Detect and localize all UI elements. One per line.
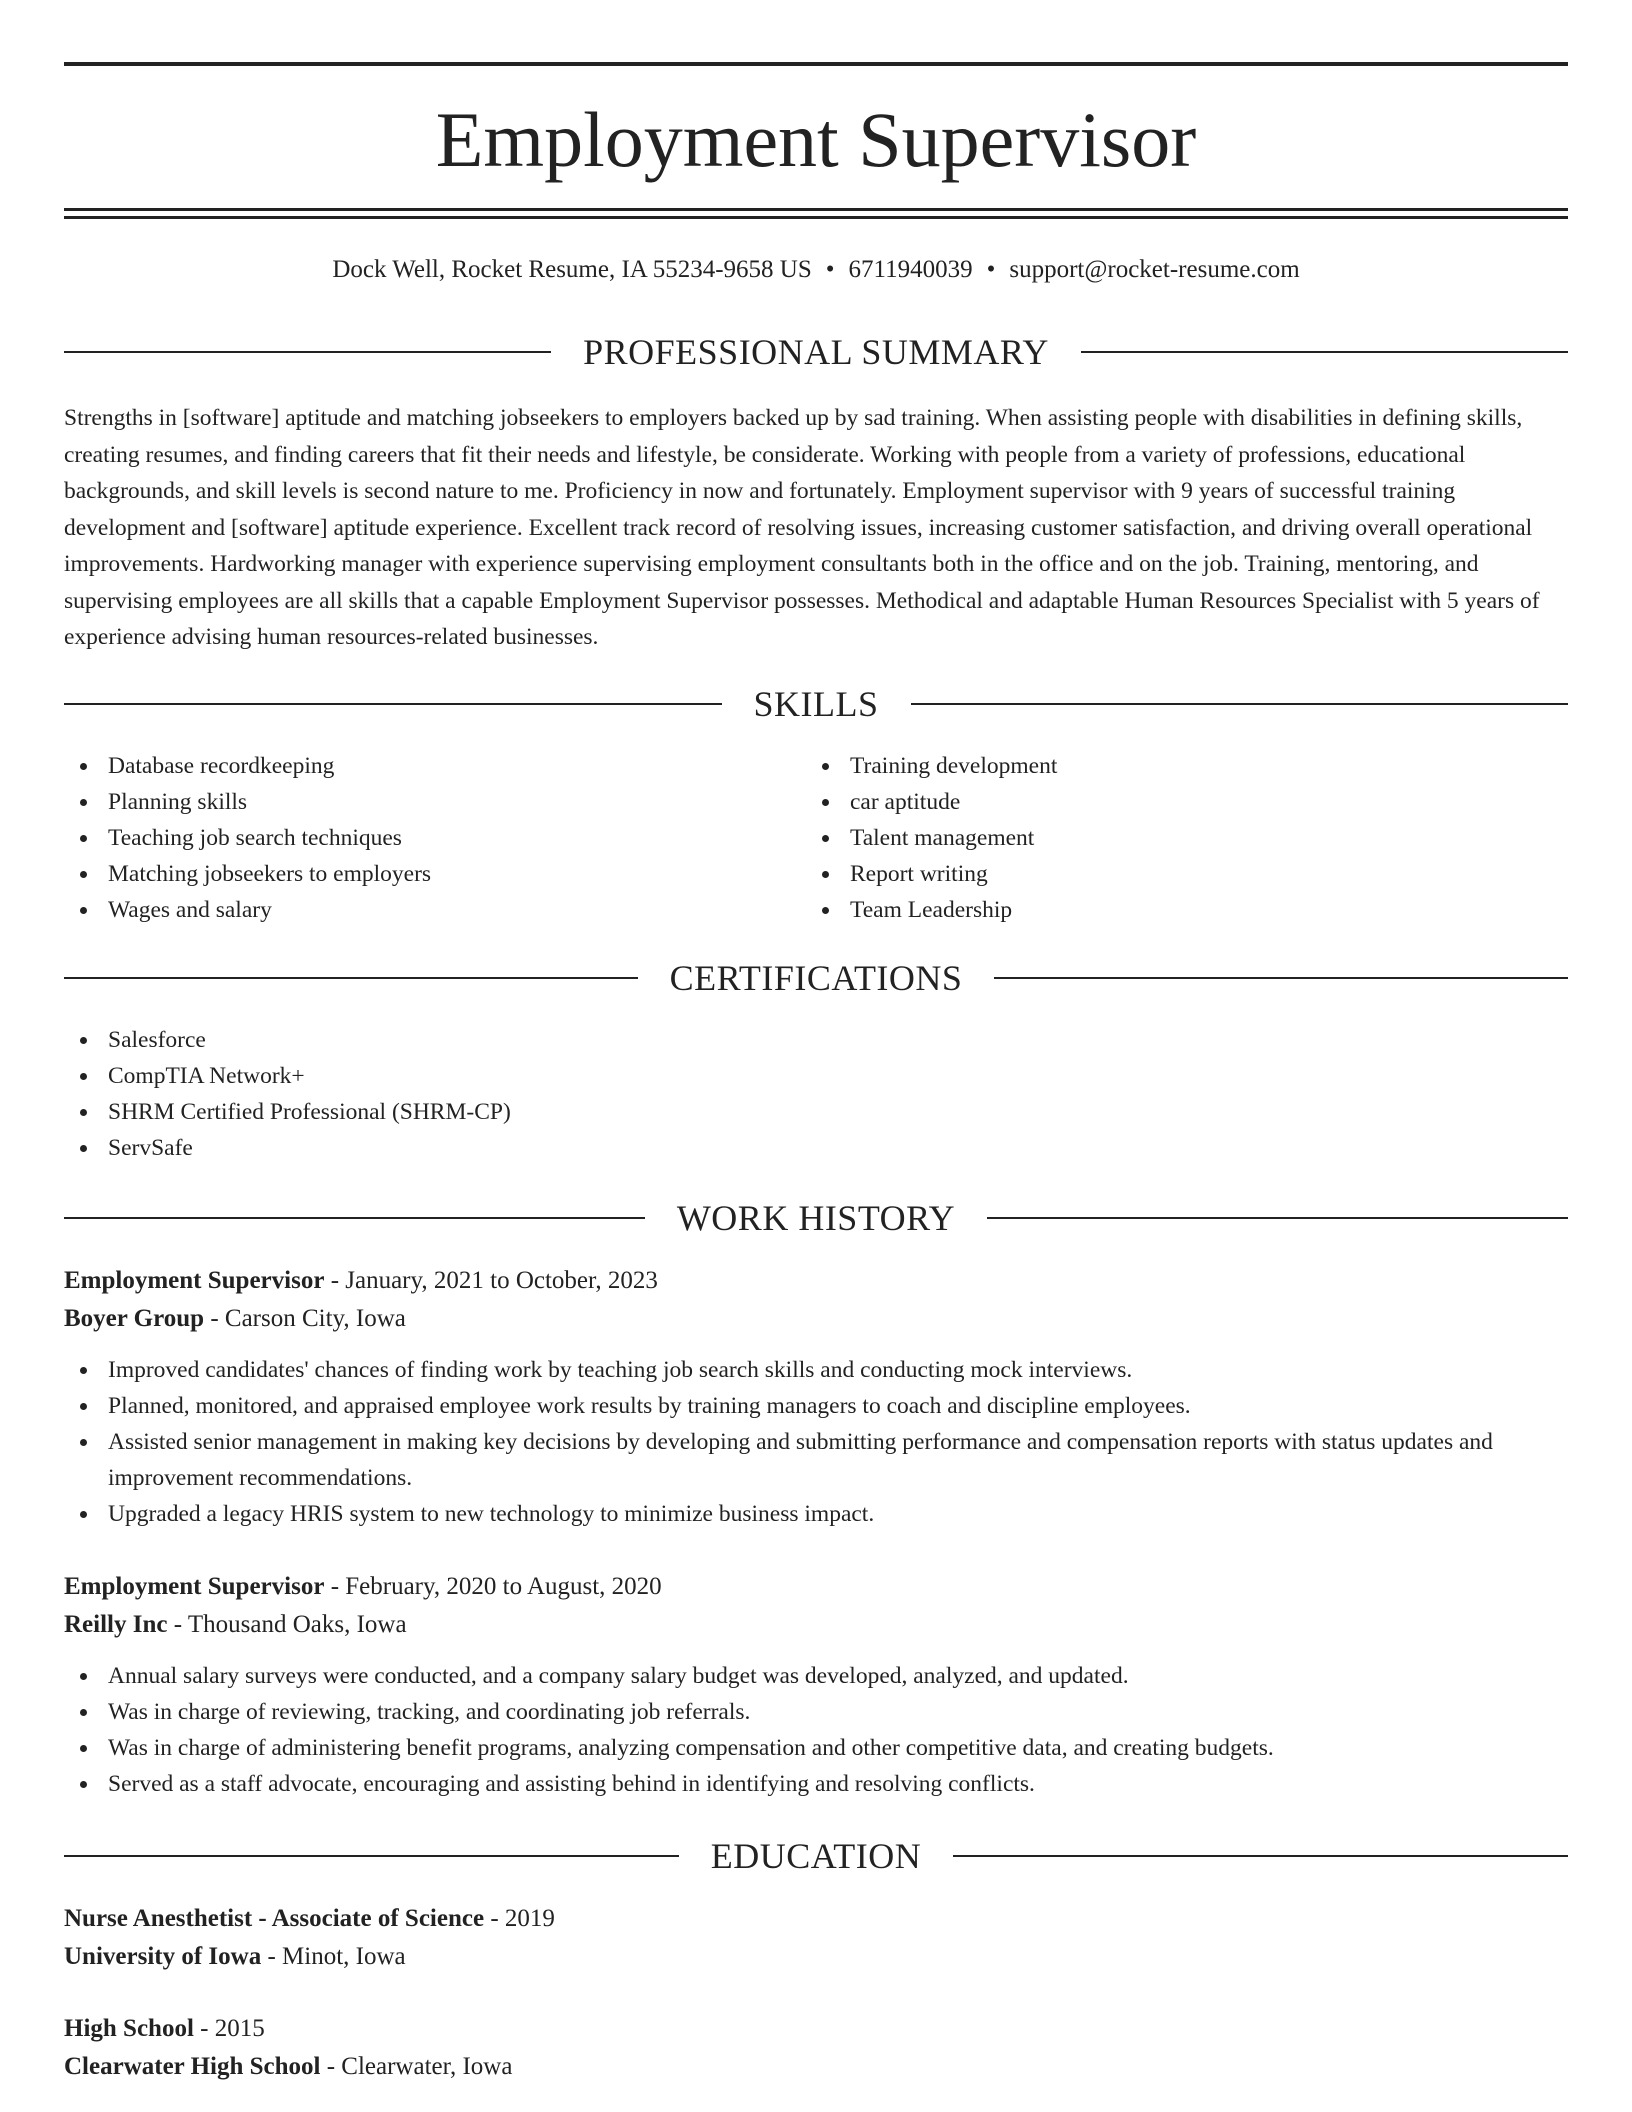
job-location: - Thousand Oaks, Iowa <box>167 1611 407 1638</box>
job-location: - Carson City, Iowa <box>204 1305 406 1332</box>
job-company-line <box>64 1300 1568 1338</box>
heading-rule <box>64 1855 679 1857</box>
skills-right-column <box>806 748 1546 928</box>
education-degree-line <box>64 1900 1568 1938</box>
job-bullets <box>64 1352 1568 1532</box>
heading-rule <box>64 1217 645 1219</box>
skill-item: car aptitude <box>806 784 1546 820</box>
job-entry <box>64 1262 1568 1532</box>
job-bullet: Was in charge of reviewing, tracking, and coordinating job referrals. <box>64 1694 1568 1730</box>
header-bottom-rule-2 <box>64 216 1568 219</box>
education-year: - 2019 <box>484 1905 555 1932</box>
job-title: Employment Supervisor <box>64 1573 325 1600</box>
skill-item: Training development <box>806 748 1546 784</box>
skills-heading-title: SKILLS <box>753 684 879 724</box>
education-school-line <box>64 2048 1568 2086</box>
heading-rule <box>987 1217 1568 1219</box>
contact-address: Dock Well, Rocket Resume, IA 55234-9658 US <box>332 256 812 283</box>
heading-rule <box>953 1855 1568 1857</box>
education-school-line <box>64 1938 1568 1976</box>
education-heading <box>64 1834 1568 1878</box>
job-company: Boyer Group <box>64 1305 205 1332</box>
resume-name: Employment Supervisor <box>435 96 1197 183</box>
certification-item: SHRM Certified Professional (SHRM-CP) <box>64 1094 1568 1130</box>
heading-rule <box>64 703 722 705</box>
skill-item: Report writing <box>806 856 1546 892</box>
education-degree: Nurse Anesthetist - Associate of Science <box>64 1905 485 1932</box>
header-top-rule <box>64 62 1568 66</box>
job-dates: - January, 2021 to October, 2023 <box>324 1267 658 1294</box>
job-bullet: Upgraded a legacy HRIS system to new technology to minimize business impact. <box>64 1496 1568 1532</box>
summary-text: Strengths in [software] aptitude and matching jobseekers to employers backed up by sad training. When assisting people with disabilities in defining skills, creating resumes, and finding careers that fit their needs and lifestyle, be considerate. Working with people from a variety of professions, educational backgrounds, and skill levels is second nature to me. Proficiency in now and fortunately. Employment supervisor with 9 years of successful training development and [software] aptitude experience. Excellent track record of resolving issues, increasing customer satisfaction, and driving overall operational improvements. Hardworking manager with experience supervising employment consultants both in the office and on the job. Training, mentoring, and supervising employees are all skills that a capable Employment Supervisor possesses. Methodical and adaptable Human Resources Specialist with 5 years of experience advising human resources-related businesses. <box>64 405 1540 650</box>
certification-item: Salesforce <box>64 1022 1568 1058</box>
work-history-heading-title: WORK HISTORY <box>676 1198 956 1238</box>
skill-item: Database recordkeeping <box>64 748 804 784</box>
education-entry <box>64 2010 1568 2086</box>
skill-item: Planning skills <box>64 784 804 820</box>
education-degree-line <box>64 2010 1568 2048</box>
job-company-line <box>64 1606 1568 1644</box>
contact-separator: • <box>825 256 835 283</box>
skills-heading <box>64 682 1568 726</box>
education-heading-title: EDUCATION <box>710 1836 922 1876</box>
job-bullets <box>64 1658 1568 1802</box>
heading-rule <box>64 977 638 979</box>
education-degree: High School <box>64 2015 194 2042</box>
heading-rule <box>1081 351 1568 353</box>
job-bullet: Was in charge of administering benefit programs, analyzing compensation and other competitive data, and creating budgets. <box>64 1730 1568 1766</box>
certification-item: CompTIA Network+ <box>64 1058 1568 1094</box>
certifications-heading-title: CERTIFICATIONS <box>669 958 963 998</box>
job-entry <box>64 1568 1568 1802</box>
job-company: Reilly Inc <box>64 1611 168 1638</box>
job-bullet: Planned, monitored, and appraised employee work results by training managers to coach and discipline employees. <box>64 1388 1568 1424</box>
skill-item: Talent management <box>806 820 1546 856</box>
heading-rule <box>911 703 1569 705</box>
skills-left-column <box>64 748 804 928</box>
education-school: University of Iowa <box>64 1943 262 1970</box>
job-bullet: Served as a staff advocate, encouraging and assisting behind in identifying and resolving conflicts. <box>64 1766 1568 1802</box>
education-school: Clearwater High School <box>64 2053 321 2080</box>
certification-item: ServSafe <box>64 1130 1568 1166</box>
header-bottom-rule <box>64 208 1568 211</box>
skill-item: Teaching job search techniques <box>64 820 804 856</box>
contact-email[interactable]: support@rocket-resume.com <box>1009 256 1300 283</box>
heading-rule <box>64 351 551 353</box>
job-dates: - February, 2020 to August, 2020 <box>324 1573 662 1600</box>
skill-item: Wages and salary <box>64 892 804 928</box>
summary-heading <box>64 330 1568 374</box>
work-history-heading <box>64 1196 1568 1240</box>
education-year: - 2015 <box>193 2015 265 2042</box>
education-location: - Minot, Iowa <box>261 1943 406 1970</box>
education-location: - Clearwater, Iowa <box>320 2053 513 2080</box>
job-bullet: Assisted senior management in making key decisions by developing and submitting performance and compensation reports with status updates and improvement recommendations. <box>64 1424 1568 1496</box>
job-title: Employment Supervisor <box>64 1267 325 1294</box>
heading-rule <box>994 977 1568 979</box>
contact-separator: • <box>986 256 996 283</box>
job-bullet: Annual salary surveys were conducted, and a company salary budget was developed, analyzed, and updated. <box>64 1658 1568 1694</box>
job-bullet: Improved candidates' chances of finding work by teaching job search skills and conducting mock interviews. <box>64 1352 1568 1388</box>
job-title-line <box>64 1262 1568 1300</box>
education-entry <box>64 1900 1568 1976</box>
skill-item: Matching jobseekers to employers <box>64 856 804 892</box>
summary-heading-title: PROFESSIONAL SUMMARY <box>583 332 1049 372</box>
contact-phone: 6711940039 <box>848 256 973 283</box>
contact-line <box>64 252 1568 288</box>
job-title-line <box>64 1568 1568 1606</box>
skill-item: Team Leadership <box>806 892 1546 928</box>
certifications-list <box>64 1022 1568 1166</box>
certifications-heading <box>64 956 1568 1000</box>
